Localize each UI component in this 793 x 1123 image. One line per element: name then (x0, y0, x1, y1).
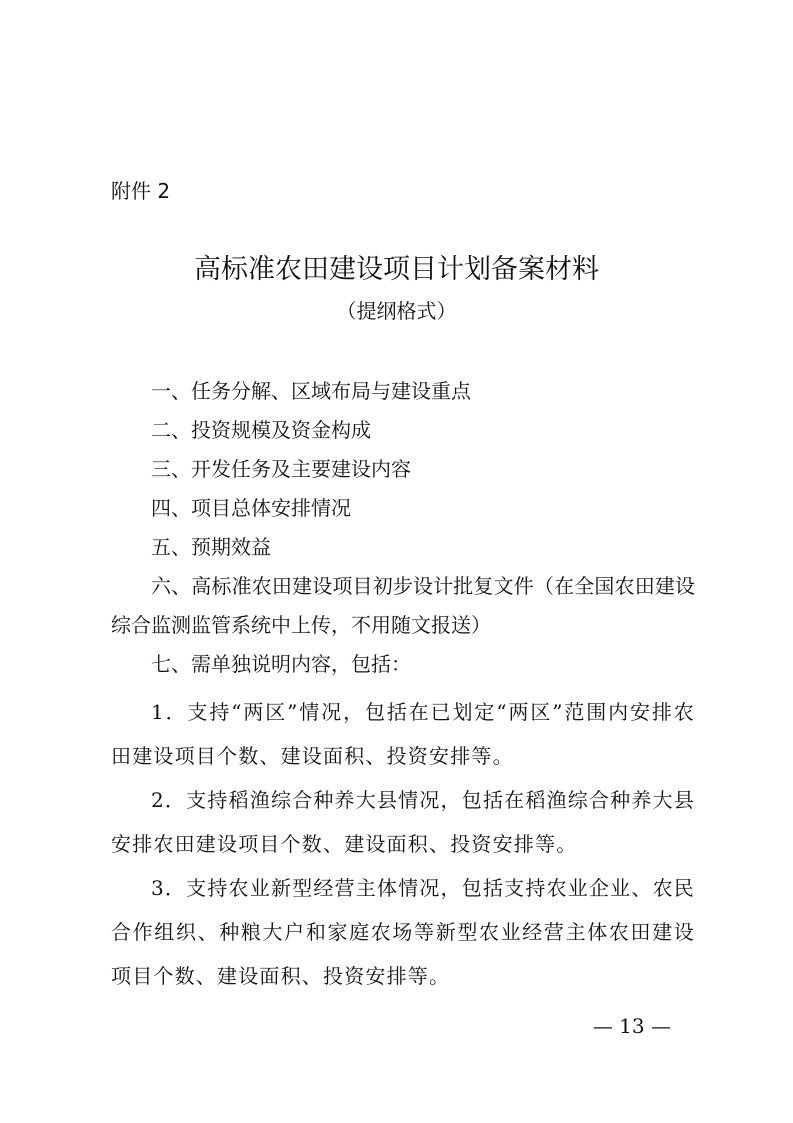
attachment-label: 附件 2 (111, 179, 171, 203)
detail-item: 1．支持“两区”情况，包括在已划定“两区”范围内安排农田建设项目个数、建设面积、投资安排等。 (111, 700, 695, 768)
outline-item: 五、预期效益 (151, 535, 271, 559)
detail-item: 3．支持农业新型经营主体情况，包括支持农业企业、农民合作组织、种粮大户和家庭农场等新型农业经营主体农田建设项目个数、建设面积、投资安排等。 (111, 876, 695, 988)
document-title: 高标准农田建设项目计划备案材料 (194, 254, 599, 285)
detail-item: 2．支持稻渔综合种养大县情况，包括在稻渔综合种养大县安排农田建设项目个数、建设面积、投资安排等。 (111, 788, 695, 856)
outline-item: 三、开发任务及主要建设内容 (151, 457, 411, 481)
page-number: — 13 — (592, 1014, 671, 1038)
outline-item: 六、高标准农田建设项目初步设计批复文件（在全国农田建设综合监测监管系统中上传，不用随文报送） (111, 574, 695, 637)
outline-item: 七、需单独说明内容，包括： (151, 652, 411, 676)
outline-item: 四、项目总体安排情况 (151, 496, 351, 520)
outline-item: 二、投资规模及资金构成 (151, 418, 371, 442)
detail-list (111, 690, 695, 998)
outline-list (111, 372, 695, 684)
outline-item: 一、任务分解、区域布局与建设重点 (151, 379, 471, 403)
document-subtitle: （提纲格式） (336, 299, 457, 323)
